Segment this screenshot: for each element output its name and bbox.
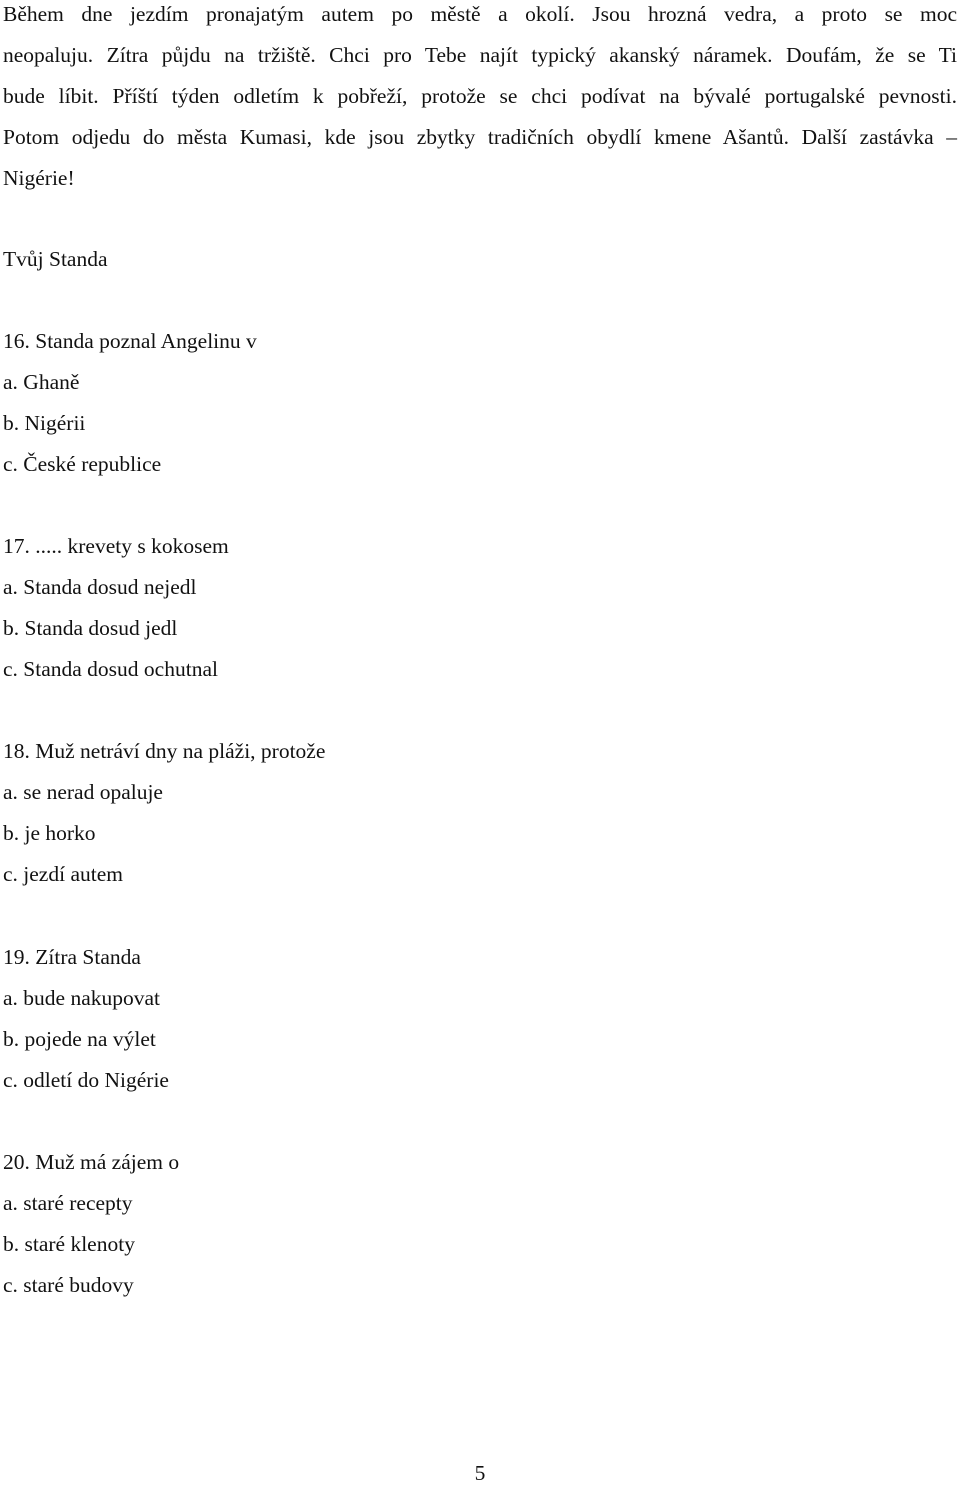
- answer-option-b: b. pojede na výlet: [3, 1027, 156, 1051]
- letter-signature: Tvůj Standa: [3, 247, 108, 271]
- answer-option-a: a. Standa dosud nejedl: [3, 575, 197, 599]
- answer-option-c: c. jezdí autem: [3, 862, 123, 886]
- question-prompt: 19. Zítra Standa: [3, 945, 141, 969]
- question-prompt: 18. Muž netráví dny na pláži, protože: [3, 739, 326, 763]
- letter-line: Během dne jezdím pronajatým autem po městě a okolí. Jsou hrozná vedra, a proto se moc: [3, 2, 957, 26]
- question-prompt: 16. Standa poznal Angelinu v: [3, 329, 257, 353]
- letter-line: bude líbit. Příští týden odletím k pobřeží, protože se chci podívat na bývalé portugalské pevnosti.: [3, 84, 957, 108]
- letter-line: Nigérie!: [3, 166, 75, 190]
- answer-option-b: b. je horko: [3, 821, 96, 845]
- letter-line: neopaluju. Zítra půjdu na tržiště. Chci pro Tebe najít typický akanský náramek. Doufám, že se Ti: [3, 43, 957, 67]
- answer-option-b: b. Standa dosud jedl: [3, 616, 178, 640]
- answer-option-a: a. Ghaně: [3, 370, 80, 394]
- letter-line: Potom odjedu do města Kumasi, kde jsou zbytky tradičních obydlí kmene Ašantů. Další zastávka –: [3, 125, 957, 149]
- question-prompt: 20. Muž má zájem o: [3, 1150, 180, 1174]
- answer-option-c: c. odletí do Nigérie: [3, 1068, 169, 1092]
- answer-option-a: a. se nerad opaluje: [3, 780, 163, 804]
- answer-option-c: c. České republice: [3, 452, 162, 476]
- answer-option-a: a. bude nakupovat: [3, 986, 161, 1010]
- page-number: 5: [474, 1461, 486, 1485]
- question-prompt: 17. ..... krevety s kokosem: [3, 534, 229, 558]
- answer-option-b: b. staré klenoty: [3, 1232, 135, 1256]
- answer-option-c: c. Standa dosud ochutnal: [3, 657, 218, 681]
- answer-option-a: a. staré recepty: [3, 1191, 133, 1215]
- answer-option-c: c. staré budovy: [3, 1273, 134, 1297]
- answer-option-b: b. Nigérii: [3, 411, 86, 435]
